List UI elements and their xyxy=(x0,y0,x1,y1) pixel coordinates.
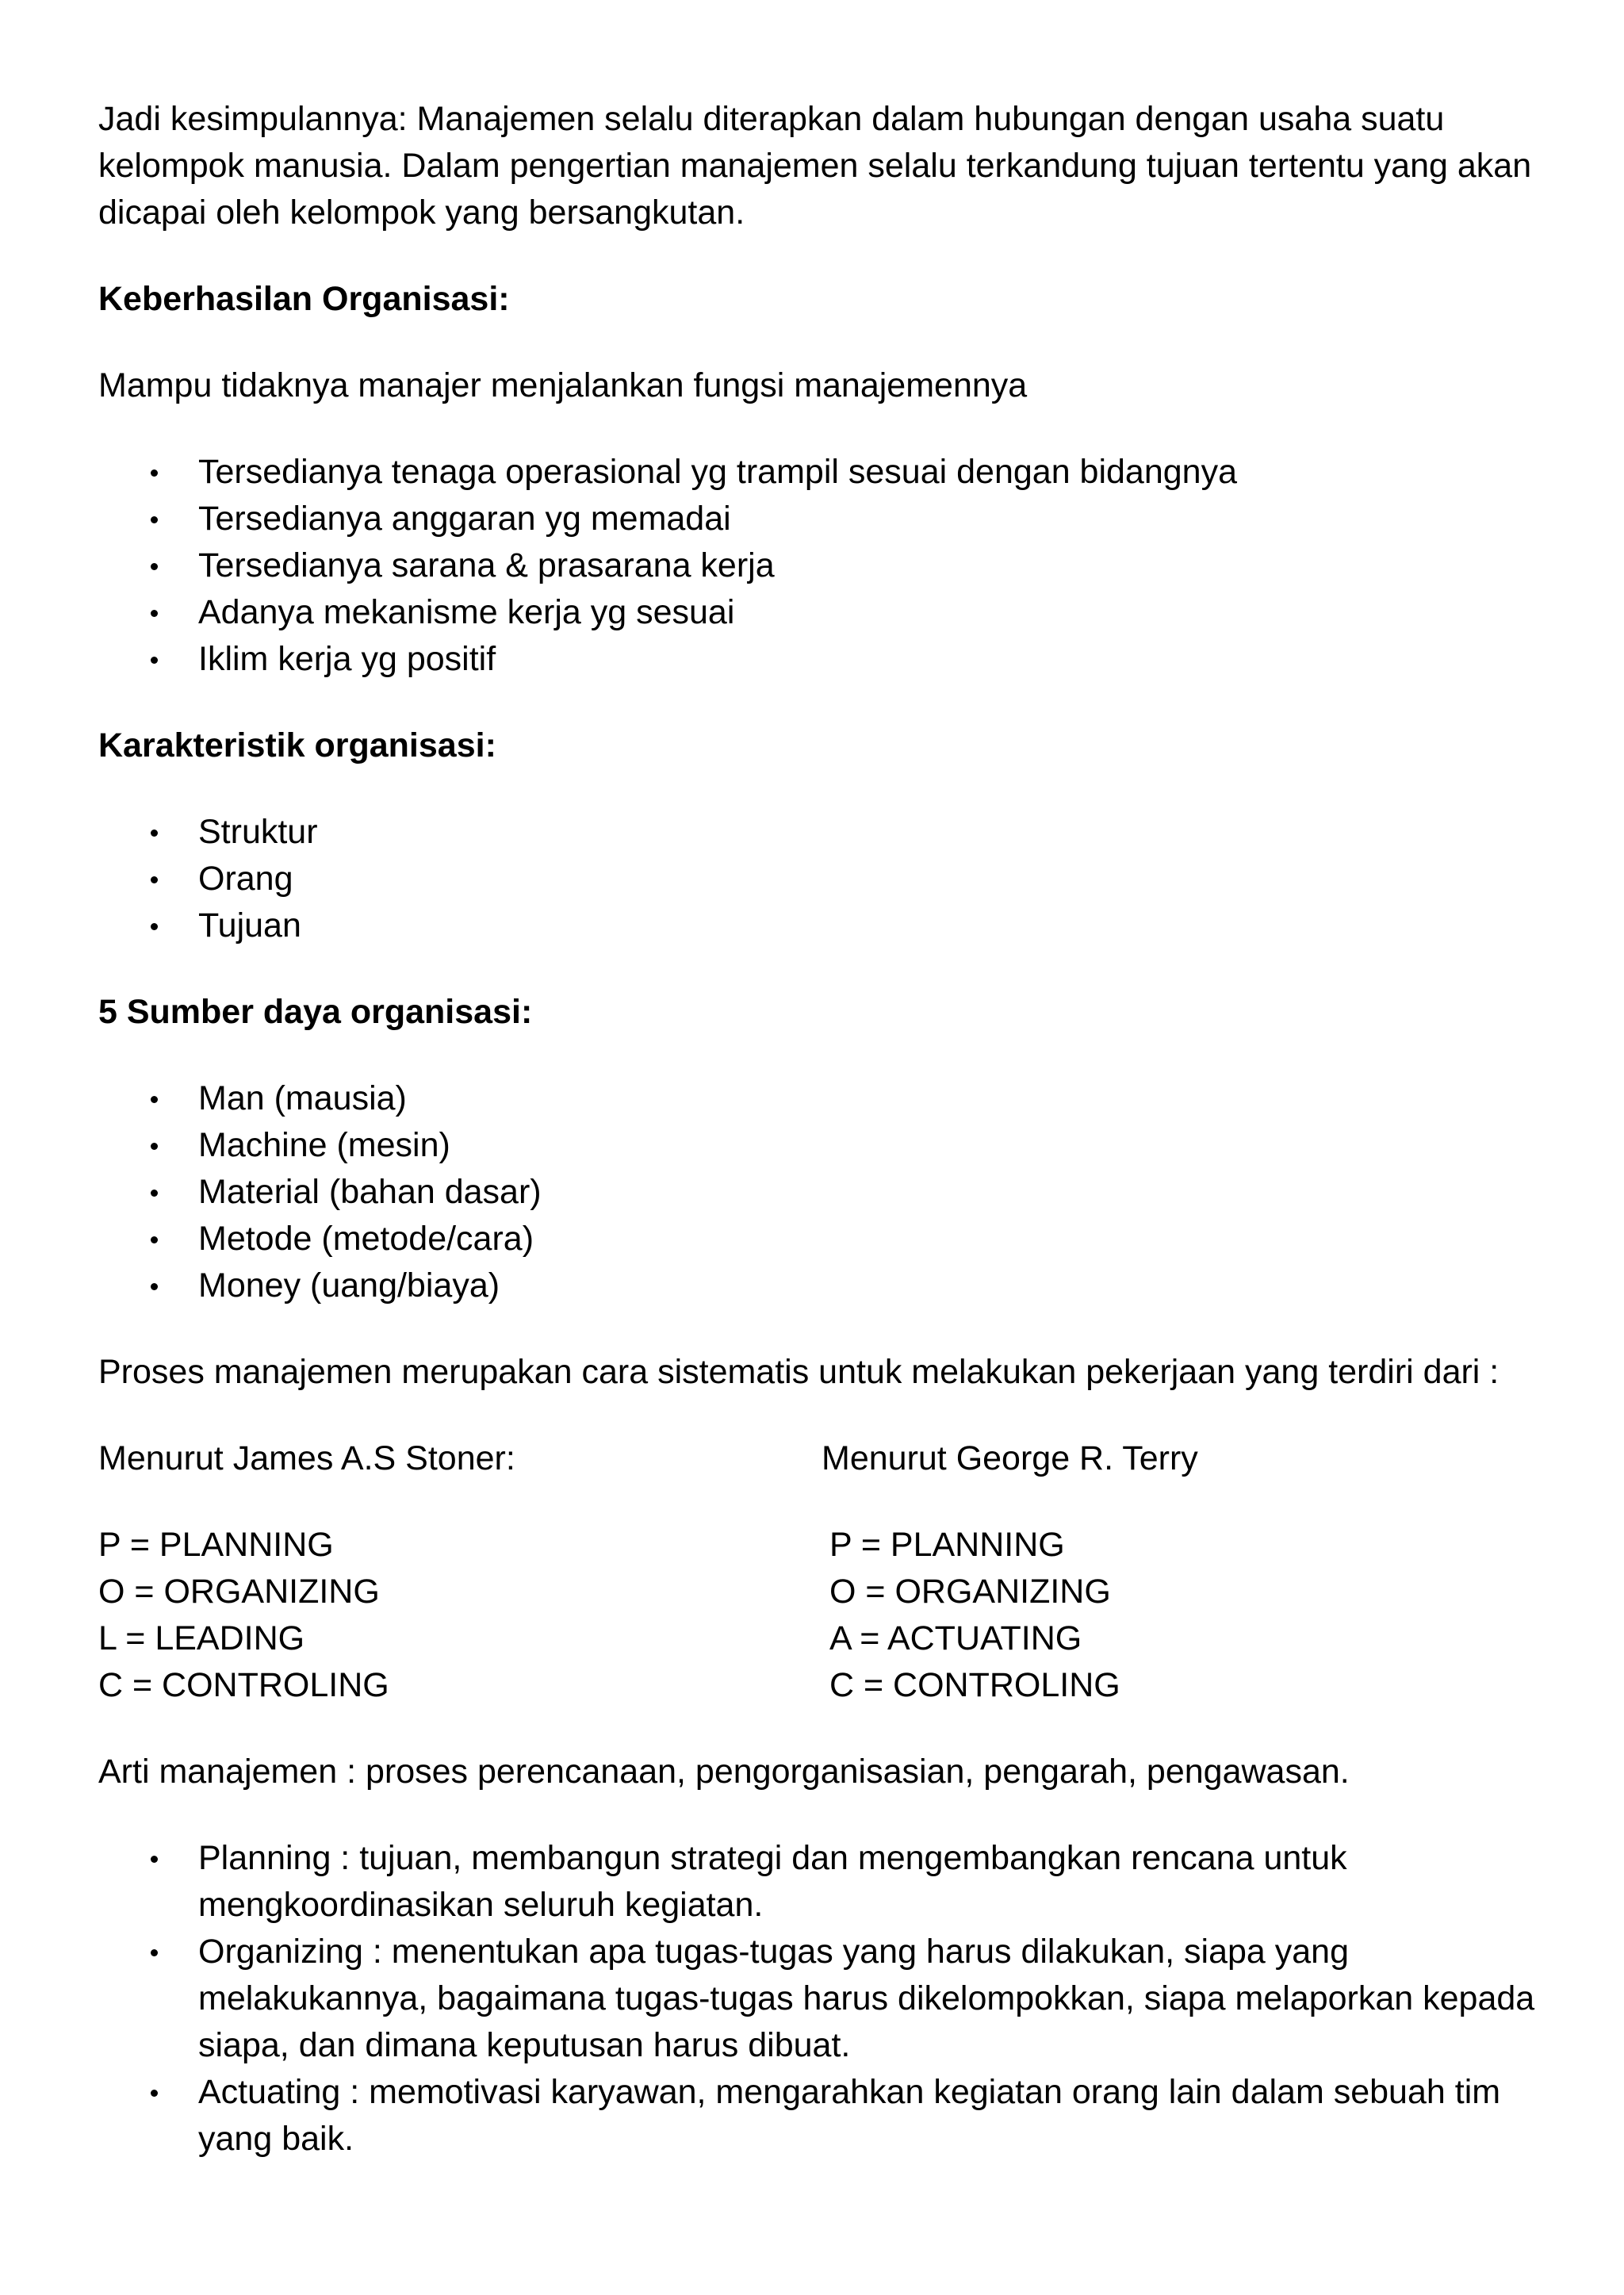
bullet-icon xyxy=(151,876,158,883)
bullet-icon xyxy=(151,1856,158,1863)
bullet-icon xyxy=(151,829,158,837)
list-item xyxy=(98,1122,1549,1169)
terry-step: C = CONTROLING xyxy=(829,1666,1120,1704)
resources-heading: 5 Sumber daya organisasi: xyxy=(98,993,533,1031)
meaning-intro: Arti manajemen : proses perencanaan, pengorganisasian, pengarah, pengawasan. xyxy=(98,1753,1350,1791)
list-item xyxy=(98,1169,1549,1216)
success-heading: Keberhasilan Organisasi: xyxy=(98,280,510,318)
list-item xyxy=(98,2069,1549,2163)
list-item-text: Planning : tujuan, membangun strategi dan mengembangkan rencana untuk mengkoordinasikan seluruh kegiatan. xyxy=(198,1839,1347,1924)
success-intro: Mampu tidaknya manajer menjalankan fungsi manajemennya xyxy=(98,366,1028,404)
characteristics-heading: Karakteristik organisasi: xyxy=(98,726,496,764)
list-item-text: Machine (mesin) xyxy=(198,1126,450,1164)
bullet-icon xyxy=(151,1096,158,1103)
list-item xyxy=(98,1075,1549,1122)
list-item xyxy=(98,1262,1549,1309)
list-item-text: Iklim kerja yg positif xyxy=(198,640,496,678)
bullet-icon xyxy=(151,1143,158,1150)
meaning-list xyxy=(98,1835,1549,2163)
terry-title: Menurut George R. Terry xyxy=(822,1439,1198,1477)
list-item-text: Tersedianya anggaran yg memadai xyxy=(198,500,731,538)
bullet-icon xyxy=(151,469,158,477)
terry-step: P = PLANNING xyxy=(829,1526,1065,1564)
terry-step: O = ORGANIZING xyxy=(829,1573,1111,1611)
bullet-icon xyxy=(151,1190,158,1197)
list-item-text: Tujuan xyxy=(198,906,301,944)
list-item xyxy=(98,542,1549,589)
stoner-step: C = CONTROLING xyxy=(98,1666,389,1704)
list-item-text: Orang xyxy=(198,860,293,898)
list-item-text: Struktur xyxy=(198,813,318,851)
stoner-step: O = ORGANIZING xyxy=(98,1573,380,1611)
terry-step: A = ACTUATING xyxy=(829,1619,1082,1657)
bullet-icon xyxy=(151,1236,158,1243)
list-item-text: Man (mausia) xyxy=(198,1079,407,1117)
conclusion-paragraph: Jadi kesimpulannya: Manajemen selalu diterapkan dalam hubungan dengan usaha suatu kelompok manusia. Dalam pengertian manajemen selalu terkandung tujuan tertentu yang akan dicapai oleh kelompok yang bersangkutan. xyxy=(98,100,1532,232)
list-item xyxy=(98,809,1549,856)
list-item xyxy=(98,856,1549,902)
bullet-icon xyxy=(151,923,158,930)
list-item-text: Organizing : menentukan apa tugas-tugas yang harus dilakukan, siapa yang melakukannya, bagaimana tugas-tugas harus dikelompokkan, siapa melaporkan kepada siapa, dan dimana keputusan harus dibuat. xyxy=(198,1933,1535,2064)
stoner-steps xyxy=(98,1522,389,1709)
process-steps xyxy=(98,1522,1549,1709)
process-intro: Proses manajemen merupakan cara sistematis untuk melakukan pekerjaan yang terdiri dari : xyxy=(98,1353,1500,1391)
list-item xyxy=(98,1835,1549,1929)
list-item xyxy=(98,636,1549,683)
list-item-text: Money (uang/biaya) xyxy=(198,1266,500,1305)
stoner-title: Menurut James A.S Stoner: xyxy=(98,1439,515,1477)
resources-list xyxy=(98,1075,1549,1309)
list-item xyxy=(98,589,1549,636)
bullet-icon xyxy=(151,2090,158,2097)
document-page xyxy=(98,96,1549,2202)
list-item-text: Metode (metode/cara) xyxy=(198,1220,534,1258)
bullet-icon xyxy=(151,610,158,617)
list-item-text: Tersedianya tenaga operasional yg trampil sesuai dengan bidangnya xyxy=(198,453,1238,491)
bullet-icon xyxy=(151,563,158,570)
bullet-icon xyxy=(151,1283,158,1290)
list-item-text: Adanya mekanisme kerja yg sesuai xyxy=(198,593,735,631)
stoner-step: P = PLANNING xyxy=(98,1526,334,1564)
success-list xyxy=(98,449,1549,683)
list-item xyxy=(98,449,1549,496)
bullet-icon xyxy=(151,516,158,523)
list-item xyxy=(98,496,1549,542)
list-item-text: Material (bahan dasar) xyxy=(198,1173,542,1211)
list-item-text: Actuating : memotivasi karyawan, mengarahkan kegiatan orang lain dalam sebuah tim yang baik. xyxy=(198,2073,1501,2158)
list-item-text: Tersedianya sarana & prasarana kerja xyxy=(198,546,775,584)
bullet-icon xyxy=(151,1949,158,1956)
list-item xyxy=(98,1216,1549,1262)
characteristics-list xyxy=(98,809,1549,949)
stoner-step: L = LEADING xyxy=(98,1619,305,1657)
list-item xyxy=(98,1929,1549,2069)
list-item xyxy=(98,902,1549,949)
terry-steps xyxy=(829,1522,1120,1709)
process-sources xyxy=(98,1435,1549,1482)
bullet-icon xyxy=(151,657,158,664)
